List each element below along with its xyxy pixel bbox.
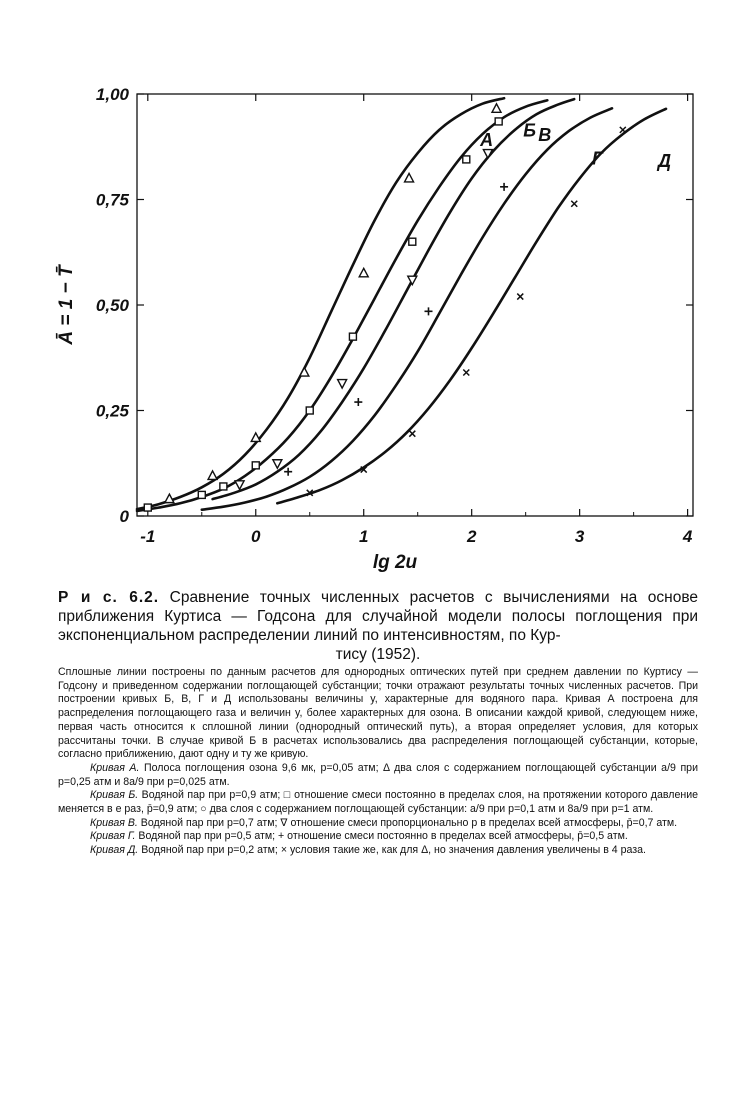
marker-cross — [517, 294, 523, 300]
marker-square — [463, 156, 470, 163]
caption-text: Сравнение точных численных расчетов с вычислениями на основе приближения Куртиса — Годсона для случайной модели полосы поглощения при экспоненциальном распределении линий по интенсивностям, по Кур- — [58, 589, 699, 644]
marker-square — [349, 333, 356, 340]
marker-triangle-down — [273, 460, 282, 469]
marker-plus — [500, 183, 508, 191]
curve-label-1: Б — [523, 120, 537, 141]
note-item-a: Кривая А. Полоса поглощения озона 9,6 мк, p=0,05 атм; Δ два слоя с содержанием поглощающей субстанции a/9 при p=0,25 атм и 8a/9 при p=0,025 атм. — [58, 761, 698, 788]
marker-triangle-up — [492, 104, 501, 113]
caption-tail: тису (1952). — [335, 646, 421, 663]
marker-triangle-up — [359, 268, 368, 277]
marker-triangle-up — [251, 433, 260, 442]
y-tick-label: 1,00 — [95, 85, 129, 104]
marker-triangle-down — [338, 380, 347, 389]
x-tick-label: 1 — [358, 527, 369, 546]
caption-number: Р и с. 6.2. — [58, 589, 160, 606]
curve-0 — [137, 98, 504, 509]
y-axis-label: Ā = 1 − T̄ — [56, 265, 77, 345]
curve-2 — [213, 99, 575, 499]
note-item-v: Кривая В. Водяной пар при p=0,7 атм; ∇ отношение смеси пропорционально p в пределах всей атмосферы, p̄=0,7 атм. — [90, 816, 678, 829]
caption-notes — [58, 666, 698, 858]
notes-intro: Сплошные линии построены по данным расчетов для однородных оптических путей при среднем давлении по Куртису — Годсону и приведенном содержании поглощающей субстанции; точки отражают результаты точных численных расчетов. При построении кривых Б, В, Г и Д использованы величины y, характерные для водяного пара. Кривая А построена для распределения поглощающего газа и величин y, более характерных для озона. В описании каждой кривой, следующем ниже, первая часть относится к сплошной линии (однородный оптический путь), а вторая определяет условия, для которых рассчитаны точки. В случае кривой Б в расчетах использовались два распределения поглощающей субстанции, которые, согласно приближению, дают одну и ту же кривую. — [58, 666, 698, 761]
curve-4 — [277, 109, 666, 504]
x-axis-label: lg 2u — [372, 552, 418, 573]
marker-cross — [409, 431, 415, 437]
x-tick-label: 2 — [466, 527, 477, 546]
marker-plus — [284, 468, 292, 476]
curve-label-4: Д — [658, 150, 672, 171]
y-tick-label: 0,50 — [95, 296, 129, 315]
note-item-g: Кривая Г. Водяной пар при p=0,5 атм; + отношение смеси постоянно в пределах всей атмосферы, p̄=0,5 атм. — [90, 830, 628, 843]
marker-plus — [424, 307, 432, 315]
marker-cross — [620, 127, 626, 133]
marker-triangle-down — [235, 481, 244, 490]
marker-square — [306, 407, 313, 414]
marker-plus — [354, 398, 362, 406]
x-tick-label: 4 — [682, 527, 693, 546]
x-tick-label: -1 — [140, 527, 156, 546]
marker-square — [409, 238, 416, 245]
figure-caption — [58, 588, 698, 664]
marker-cross — [463, 370, 469, 376]
marker-triangle-up — [405, 173, 414, 182]
curve-label-2: В — [538, 125, 552, 146]
y-tick-label: 0 — [119, 507, 129, 526]
marker-square — [220, 483, 227, 490]
y-tick-label: 0,75 — [95, 190, 129, 210]
note-item-b: Кривая Б. Водяной пар при p=0,9 атм; □ отношение смеси постоянно в пределах слоя, на протяжении которого давление меняется в e раз, p̄=0,9 атм; ○ два слоя с содержанием поглощающей субстанции: a/9 при p=0,1 атм и 8a/9 при p=1 атм. — [58, 789, 698, 816]
curve-label-3: Г — [592, 148, 604, 169]
marker-square — [144, 504, 151, 511]
x-tick-label: 0 — [251, 527, 261, 546]
y-tick-label: 0,25 — [95, 401, 129, 421]
marker-square — [252, 462, 259, 469]
note-item-d: Кривая Д. Водяной пар при p=0,2 атм; × условия такие же, как для Δ, но значения давления увеличены в 4 раза. — [90, 844, 646, 857]
marker-square — [198, 491, 205, 498]
marker-square — [495, 118, 502, 125]
marker-cross — [571, 201, 577, 207]
marker-triangle-up — [165, 494, 174, 503]
curve-label-0: А — [480, 130, 494, 151]
x-tick-label: 3 — [574, 527, 585, 546]
marker-triangle-up — [208, 471, 217, 480]
